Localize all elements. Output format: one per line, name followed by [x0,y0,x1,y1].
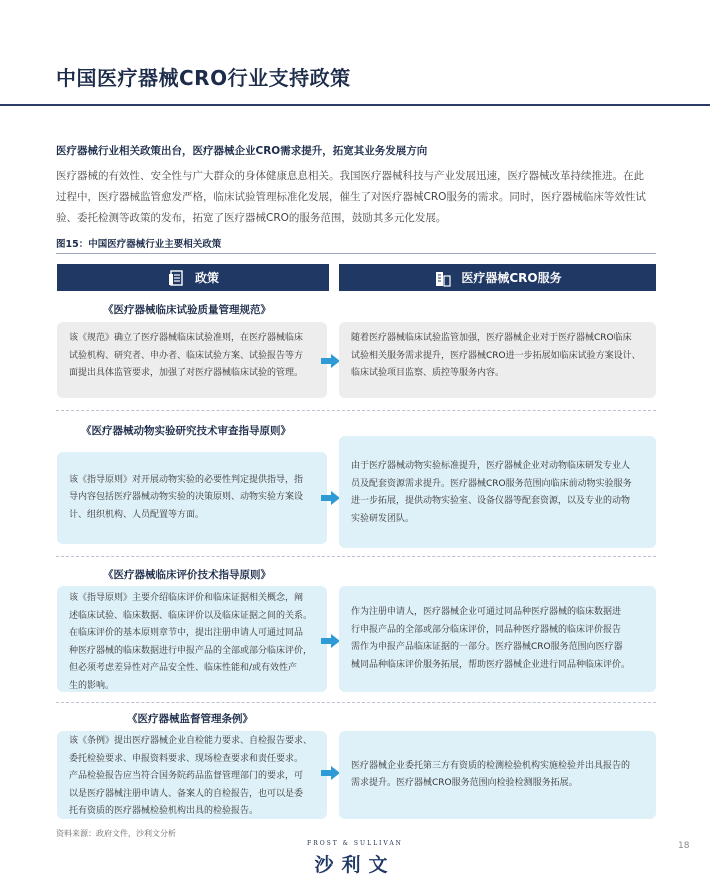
text-line: 计、组织机构、人员配置等方面。 [69,509,205,520]
policy-description-box [57,731,327,819]
policy-title: 《医疗器械临床试验质量管理规范》 [103,304,271,316]
figure-rule [56,253,656,254]
policy-column-header [57,264,329,291]
cro-service-column-header [339,264,656,291]
policy-title: 《医疗器械动物实验研究技术审查指导原则》 [81,425,291,437]
text-line: 该《规范》确立了医疗器械临床试验准则，在医疗器械临床 [69,333,304,343]
text-line: 试验机构、研究者、申办者、临床试验方案、试验报告等方 [69,350,304,361]
text-line: 进一步拓展，提供动物实验室、设备仪器等配套资源，以及专业的动物 [351,496,631,506]
text-line: 导内容包括医疗器械动物实验的决策原则、动物实验方案设 [69,492,304,503]
text-line: 面提出具体监管要求，加强了对医疗器械临床试验的管理。 [69,368,304,378]
text-line: 该《指导原则》对开展动物实验的必要性判定提供指导，指 [69,474,304,485]
arrow-right-icon [321,353,341,369]
text-line: 需求提升。医疗器械CRO服务范围向检验检测服务拓展。 [351,778,578,788]
text-line: 试验相关服务需求提升，医疗器械CRO进一步拓展如临床试验方案设计、 [351,350,641,361]
text-line: 述临床试验、临床数据、临床评价以及临床证据之间的关系。 [69,610,313,621]
intro-line: 过程中，医疗器械监管愈发严格，临床试验管理标准化发展，催生了对医疗器械CRO服务的需求。同时，医疗器械临床等效性试 [56,191,646,203]
text-line: 作为注册申请人，医疗器械企业可通过同品种医疗器械的临床数据进 [351,607,622,617]
text-line: 随着医疗器械临床试验监管加强，医疗器械企业对于医疗器械CRO临床 [351,333,632,343]
policy-title: 《医疗器械监督管理条例》 [127,713,253,725]
cro-service-box [339,731,656,819]
cro-service-column-label: 医疗器械CRO服务 [461,271,562,285]
source-note: 资料来源：政府文件，沙利文分析 [56,829,176,838]
page-title: 中国医疗器械CRO行业支持政策 [56,66,351,90]
policy-title: 《医疗器械临床评价技术指导原则》 [103,569,271,581]
section-heading: 医疗器械行业相关政策出台，医疗器械企业CRO需求提升，拓宽其业务发展方向 [56,145,428,157]
text-line: 以是医疗器械注册申请人、备案人的自检报告，也可以是委 [69,788,304,799]
text-line: 生的影响。 [69,680,115,691]
text-line: 委托检验要求、申报资料要求、现场检查要求和责任要求。 [69,753,304,764]
text-line: 该《指导原则》主要介绍临床评价和临床证据相关概念，阐 [69,593,304,603]
text-line: 该《条例》提出医疗器械企业自检能力要求、自检报告要求、 [69,736,313,746]
text-line: 员及配套资源需求提升。医疗器械CRO服务范围向临床前动物实验服务 [351,478,632,489]
divider [56,702,656,703]
text-line: 在临床评价的基本原则章节中，提出注册申请人可通过同品 [69,628,304,638]
cro-service-box [339,322,656,398]
page-number: 18 [678,841,690,851]
divider [56,410,656,411]
arrow-right-icon [321,490,341,506]
text-line: 但必须考虑差异性对产品安全性、临床性能和/或有效性产 [69,663,298,673]
building-icon [433,269,453,287]
intro-paragraph [56,166,656,229]
cro-service-box [339,436,656,548]
policy-description-box [57,322,327,398]
text-line: 种医疗器械的临床数据进行申报产品的全部或部分临床评价， [69,645,313,656]
title-rule [0,104,710,106]
text-line: 实验研发团队。 [351,513,415,524]
policy-column-label: 政策 [194,271,219,285]
text-line: 由于医疗器械动物实验标准提升，医疗器械企业对动物临床研发专业人 [351,461,631,471]
text-line: 托有资质的医疗器械检验机构出具的检验报告。 [69,806,259,816]
intro-line: 医疗器械的有效性、安全性与广大群众的身体健康息息相关。我国医疗器械科技与产业发展迅速，医疗器械改革持续推进。在此 [56,170,644,182]
arrow-right-icon [321,765,341,781]
policy-description-box [57,586,327,692]
text-line: 医疗器械企业委托第三方有资质的检测检验机构实施检验并出具报告的 [351,760,631,771]
text-line: 需作为申报产品临床证据的一部分。医疗器械CRO服务范围向医疗器 [351,642,623,652]
text-line: 械同品种临床评价服务拓展，帮助医疗器械企业进行同品种临床评价。 [351,659,631,670]
logo-english: FROST & SULLIVAN [307,840,403,847]
figure-caption: 图15：中国医疗器械行业主要相关政策 [56,239,222,250]
intro-line: 验、委托检测等政策的发布，拓宽了医疗器械CRO的服务范围，鼓励其多元化发展。 [56,212,447,224]
logo-chinese: 沙利文 [314,854,396,876]
document-icon [167,269,187,287]
text-line: 产品检验报告应当符合国务院药品监督管理部门的要求，可 [69,771,304,781]
divider [56,556,656,557]
text-line: 行申报产品的全部或部分临床评价，同品种医疗器械的临床评价报告 [351,624,622,635]
policy-description-box [57,452,327,544]
arrow-right-icon [321,633,341,649]
text-line: 临床试验项目监察、质控等服务内容。 [351,368,505,378]
cro-service-box [339,586,656,692]
